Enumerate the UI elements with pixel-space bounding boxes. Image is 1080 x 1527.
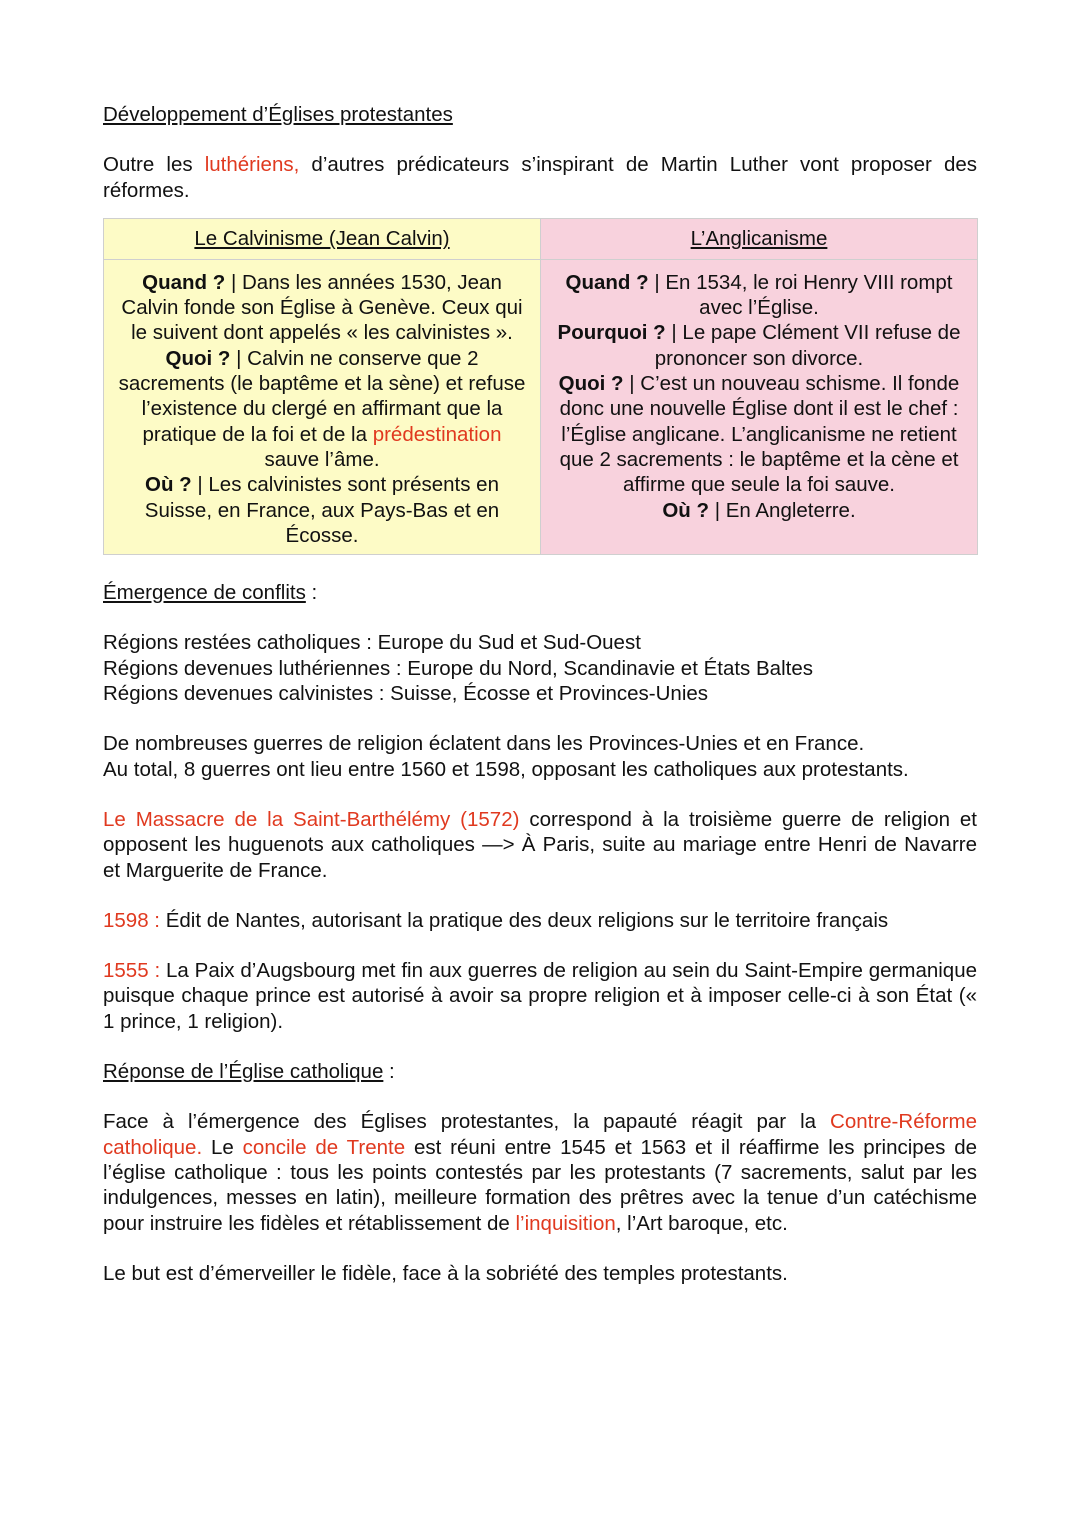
highlight: Le Massacre de la Saint-Barthélémy (1572) bbox=[103, 807, 520, 831]
label: Où ? bbox=[662, 498, 710, 522]
text: | Calvin ne conserve que 2 sacrements (le baptême et la sène) et refuse l’existence du clergé en affirmant que la pratique de la foi et de la bbox=[118, 346, 526, 446]
anglicanism-title: L’Anglicanisme bbox=[690, 227, 828, 251]
text: : bbox=[383, 1060, 395, 1084]
document-page bbox=[103, 102, 977, 1286]
anglicanism-cell bbox=[541, 259, 978, 554]
text: , l’Art baroque, etc. bbox=[615, 1211, 788, 1235]
region-line: Régions restées catholiques : Europe du Sud et Sud-Ouest bbox=[103, 631, 641, 655]
text: | Dans les années 1530, Jean Calvin fonde son Église à Genève. Ceux qui le suivent dont appelés « les calvinistes ». bbox=[121, 270, 523, 345]
highlight: prédestination bbox=[372, 422, 502, 446]
text-line: Au total, 8 guerres ont lieu entre 1560 et 1598, opposant les catholiques aux protestants. bbox=[103, 757, 909, 781]
text: La Paix d’Augsbourg met fin aux guerres de religion au sein du Saint-Empire germanique puisque chaque prince est autorisé à avoir sa propre religion et à imposer celle-ci à son État (« 1 prince, 1 religion). bbox=[103, 959, 978, 1033]
text: Outre les bbox=[103, 153, 205, 177]
text: | C’est un nouveau schisme. Il fonde donc une nouvelle Église dont il est le chef : l’Église anglicane. L’anglicanisme ne retient que 2 sacrements : le baptême et la cène et affirme que seule la foi sauve. bbox=[559, 372, 960, 497]
label: Quand ? bbox=[142, 270, 226, 294]
comparison-table bbox=[103, 218, 978, 555]
regions-list bbox=[103, 630, 977, 706]
text: sauve l’âme. bbox=[264, 447, 380, 471]
highlight: Contre-Réforme catholique. bbox=[103, 1110, 977, 1159]
text: | En 1534, le roi Henry VIII rompt avec l’Église. bbox=[648, 270, 953, 320]
highlight: 1555 : bbox=[103, 959, 161, 983]
highlight: 1598 : bbox=[103, 908, 160, 932]
text: Le bbox=[202, 1135, 243, 1159]
text: Face à l’émergence des Églises protestantes, la papauté réagit par la bbox=[103, 1110, 831, 1134]
response-paragraph bbox=[103, 1109, 977, 1235]
highlight: l’inquisition bbox=[515, 1211, 616, 1235]
region-line: Régions devenues luthériennes : Europe du Nord, Scandinavie et États Baltes bbox=[103, 656, 813, 680]
highlight: concile de Trente bbox=[242, 1135, 406, 1159]
text: est réuni entre 1545 et 1563 et il réaffirme les principes de l’église catholique : tous les points contestés par les protestants (7 sacrements, salut par les indulgences, messes en latin), meilleure formation des prêtres avec la tenue d’un catéchisme pour instruire les fidèles et rétablissement de bbox=[103, 1135, 977, 1235]
label: Quoi ? bbox=[558, 372, 624, 396]
text-line: De nombreuses guerres de religion éclatent dans les Provinces-Unies et en France. bbox=[103, 732, 865, 756]
wars-paragraph bbox=[103, 731, 977, 782]
calvinism-title: Le Calvinisme (Jean Calvin) bbox=[194, 227, 450, 251]
nantes-paragraph bbox=[103, 908, 977, 933]
text: d’autres prédicateurs s’inspirant de Martin Luther vont proposer des réformes. bbox=[103, 153, 977, 202]
intro-paragraph bbox=[103, 152, 977, 203]
highlight: luthériens, bbox=[204, 153, 300, 177]
label: Quand ? bbox=[565, 270, 649, 294]
text: | En Angleterre. bbox=[709, 498, 856, 522]
text: correspond à la troisième guerre de religion et opposent les huguenots aux catholiques —> À Paris, suite au mariage entre Henri de Navarre et Marguerite de France. bbox=[103, 807, 977, 882]
label: Où ? bbox=[145, 473, 192, 497]
calvinism-cell bbox=[104, 259, 541, 554]
augsbourg-paragraph bbox=[103, 958, 977, 1034]
conclusion-paragraph: Le but est d’émerveiller le fidèle, face à la sobriété des temples protestants. bbox=[103, 1261, 788, 1285]
heading-protestant-churches: Développement d’Églises protestantes bbox=[103, 103, 453, 126]
massacre-paragraph bbox=[103, 807, 977, 883]
heading-catholic-response bbox=[103, 1059, 977, 1084]
text: | Le pape Clément VII refuse de prononcer son divorce. bbox=[654, 321, 961, 370]
label: Quoi ? bbox=[165, 346, 231, 370]
text: : bbox=[305, 581, 318, 605]
label: Pourquoi ? bbox=[557, 321, 666, 345]
text: | Les calvinistes sont présents en Suisse, en France, aux Pays-Bas et en Écosse. bbox=[144, 473, 500, 547]
heading-text: Réponse de l’Église catholique bbox=[103, 1060, 384, 1084]
region-line: Régions devenues calvinistes : Suisse, Écosse et Provinces-Unies bbox=[103, 682, 709, 706]
text: Édit de Nantes, autorisant la pratique des deux religions sur le territoire français bbox=[160, 908, 889, 932]
heading-conflicts bbox=[103, 580, 977, 605]
heading-text: Émergence de conflits bbox=[103, 581, 306, 605]
